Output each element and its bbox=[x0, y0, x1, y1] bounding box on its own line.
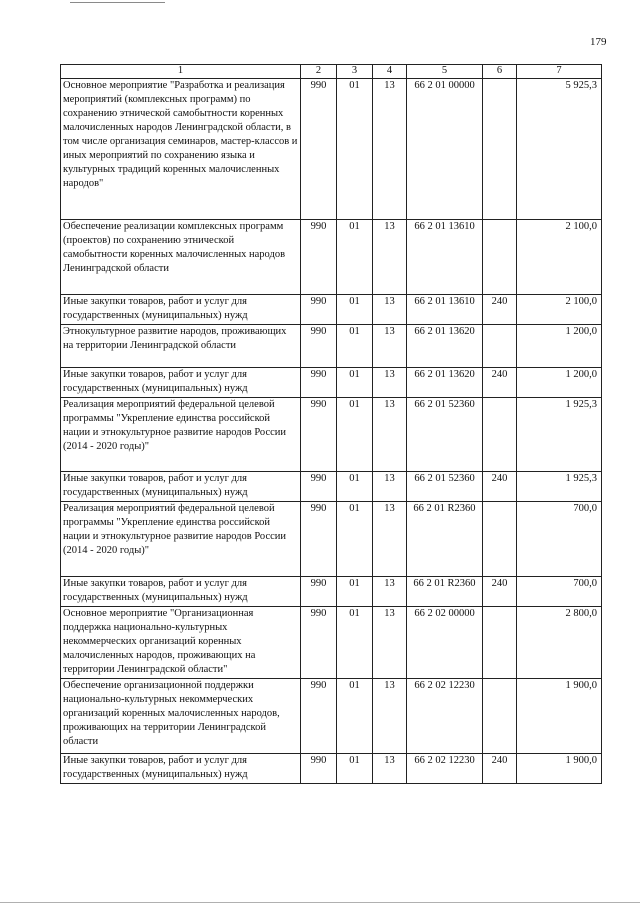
row-ministry-code: 990 bbox=[301, 295, 337, 325]
table-row bbox=[61, 325, 602, 368]
row-expense-type bbox=[483, 325, 517, 368]
row-expense-type: 240 bbox=[483, 754, 517, 784]
row-section-code: 01 bbox=[337, 472, 373, 502]
table-row bbox=[61, 502, 602, 577]
row-amount: 1 900,0 bbox=[517, 754, 602, 784]
row-target-code: 66 2 01 13610 bbox=[407, 220, 483, 295]
row-name: Реализация мероприятий федеральной целевой программы "Укрепление единства российской нации и этнокультурное развитие народов России (2014 - 2020 годы)" bbox=[61, 502, 301, 577]
table-row bbox=[61, 398, 602, 472]
row-name: Обеспечение организационной поддержки национально-культурных некоммерческих организаций коренных малочисленных народов, проживающих на территории Ленинградской области bbox=[61, 679, 301, 754]
row-amount: 1 925,3 bbox=[517, 398, 602, 472]
row-amount: 1 900,0 bbox=[517, 679, 602, 754]
row-subsection-code: 13 bbox=[373, 79, 407, 220]
row-target-code: 66 2 01 13620 bbox=[407, 325, 483, 368]
table-row bbox=[61, 79, 602, 220]
row-expense-type bbox=[483, 79, 517, 220]
column-header-1: 1 bbox=[61, 65, 301, 79]
row-subsection-code: 13 bbox=[373, 398, 407, 472]
table-body bbox=[61, 79, 602, 784]
row-subsection-code: 13 bbox=[373, 368, 407, 398]
row-target-code: 66 2 01 13610 bbox=[407, 295, 483, 325]
row-name: Реализация мероприятий федеральной целевой программы "Укрепление единства российской нации и этнокультурное развитие народов России (2014 - 2020 годы)" bbox=[61, 398, 301, 472]
row-section-code: 01 bbox=[337, 325, 373, 368]
row-section-code: 01 bbox=[337, 607, 373, 679]
row-ministry-code: 990 bbox=[301, 502, 337, 577]
row-expense-type bbox=[483, 220, 517, 295]
row-expense-type: 240 bbox=[483, 295, 517, 325]
row-ministry-code: 990 bbox=[301, 472, 337, 502]
table-row bbox=[61, 220, 602, 295]
row-expense-type bbox=[483, 398, 517, 472]
row-section-code: 01 bbox=[337, 79, 373, 220]
row-expense-type: 240 bbox=[483, 577, 517, 607]
row-subsection-code: 13 bbox=[373, 295, 407, 325]
row-subsection-code: 13 bbox=[373, 325, 407, 368]
table-row bbox=[61, 607, 602, 679]
row-ministry-code: 990 bbox=[301, 325, 337, 368]
table-header bbox=[61, 65, 602, 79]
scan-artifact-top bbox=[70, 2, 165, 3]
row-amount: 2 800,0 bbox=[517, 607, 602, 679]
row-target-code: 66 2 01 52360 bbox=[407, 398, 483, 472]
row-name: Иные закупки товаров, работ и услуг для государственных (муниципальных) нужд bbox=[61, 754, 301, 784]
row-ministry-code: 990 bbox=[301, 679, 337, 754]
row-section-code: 01 bbox=[337, 368, 373, 398]
row-amount: 2 100,0 bbox=[517, 220, 602, 295]
column-header-5: 5 bbox=[407, 65, 483, 79]
row-subsection-code: 13 bbox=[373, 220, 407, 295]
row-ministry-code: 990 bbox=[301, 79, 337, 220]
row-amount: 1 200,0 bbox=[517, 368, 602, 398]
row-name: Иные закупки товаров, работ и услуг для государственных (муниципальных) нужд bbox=[61, 472, 301, 502]
header-row bbox=[61, 65, 602, 79]
row-ministry-code: 990 bbox=[301, 607, 337, 679]
row-target-code: 66 2 02 00000 bbox=[407, 607, 483, 679]
row-expense-type bbox=[483, 607, 517, 679]
row-target-code: 66 2 02 12230 bbox=[407, 754, 483, 784]
row-section-code: 01 bbox=[337, 220, 373, 295]
table-row bbox=[61, 472, 602, 502]
row-section-code: 01 bbox=[337, 679, 373, 754]
row-target-code: 66 2 01 13620 bbox=[407, 368, 483, 398]
row-amount: 5 925,3 bbox=[517, 79, 602, 220]
table-row bbox=[61, 368, 602, 398]
column-header-7: 7 bbox=[517, 65, 602, 79]
budget-table bbox=[60, 64, 602, 784]
row-subsection-code: 13 bbox=[373, 607, 407, 679]
row-name: Этнокультурное развитие народов, проживающих на территории Ленинградской области bbox=[61, 325, 301, 368]
row-expense-type bbox=[483, 502, 517, 577]
column-header-4: 4 bbox=[373, 65, 407, 79]
page-number: 179 bbox=[590, 36, 607, 48]
row-amount: 1 925,3 bbox=[517, 472, 602, 502]
row-amount: 1 200,0 bbox=[517, 325, 602, 368]
row-subsection-code: 13 bbox=[373, 754, 407, 784]
row-ministry-code: 990 bbox=[301, 577, 337, 607]
row-name: Основное мероприятие "Разработка и реализация мероприятий (комплексных программ) по сохранению этнической самобытности коренных малочисленных народов Ленинградской области, в том числе организация семинаров, мастер-классов и иных мероприятий по сохранению языка и культурных традиций коренных малочисленных народов" bbox=[61, 79, 301, 220]
row-section-code: 01 bbox=[337, 502, 373, 577]
row-target-code: 66 2 01 00000 bbox=[407, 79, 483, 220]
row-subsection-code: 13 bbox=[373, 472, 407, 502]
row-target-code: 66 2 01 R2360 bbox=[407, 502, 483, 577]
row-name: Иные закупки товаров, работ и услуг для государственных (муниципальных) нужд bbox=[61, 368, 301, 398]
column-header-6: 6 bbox=[483, 65, 517, 79]
row-target-code: 66 2 02 12230 bbox=[407, 679, 483, 754]
column-header-3: 3 bbox=[337, 65, 373, 79]
column-header-2: 2 bbox=[301, 65, 337, 79]
row-subsection-code: 13 bbox=[373, 679, 407, 754]
row-name: Основное мероприятие "Организационная поддержка национально-культурных некоммерческих организаций коренных малочисленных народов, проживающих на территории Ленинградской области" bbox=[61, 607, 301, 679]
row-expense-type: 240 bbox=[483, 472, 517, 502]
row-ministry-code: 990 bbox=[301, 754, 337, 784]
row-target-code: 66 2 01 R2360 bbox=[407, 577, 483, 607]
table-row bbox=[61, 754, 602, 784]
table-row bbox=[61, 577, 602, 607]
row-name: Иные закупки товаров, работ и услуг для государственных (муниципальных) нужд bbox=[61, 295, 301, 325]
row-name: Иные закупки товаров, работ и услуг для государственных (муниципальных) нужд bbox=[61, 577, 301, 607]
row-ministry-code: 990 bbox=[301, 220, 337, 295]
row-subsection-code: 13 bbox=[373, 502, 407, 577]
row-section-code: 01 bbox=[337, 754, 373, 784]
scan-artifact-bottom bbox=[0, 902, 640, 903]
row-target-code: 66 2 01 52360 bbox=[407, 472, 483, 502]
row-amount: 700,0 bbox=[517, 502, 602, 577]
row-ministry-code: 990 bbox=[301, 368, 337, 398]
row-section-code: 01 bbox=[337, 577, 373, 607]
row-amount: 2 100,0 bbox=[517, 295, 602, 325]
row-section-code: 01 bbox=[337, 398, 373, 472]
row-expense-type bbox=[483, 679, 517, 754]
row-section-code: 01 bbox=[337, 295, 373, 325]
row-name: Обеспечение реализации комплексных программ (проектов) по сохранению этнической самобытности коренных малочисленных народов Ленинградской области bbox=[61, 220, 301, 295]
row-amount: 700,0 bbox=[517, 577, 602, 607]
table-row bbox=[61, 679, 602, 754]
row-subsection-code: 13 bbox=[373, 577, 407, 607]
row-ministry-code: 990 bbox=[301, 398, 337, 472]
row-expense-type: 240 bbox=[483, 368, 517, 398]
table-row bbox=[61, 295, 602, 325]
